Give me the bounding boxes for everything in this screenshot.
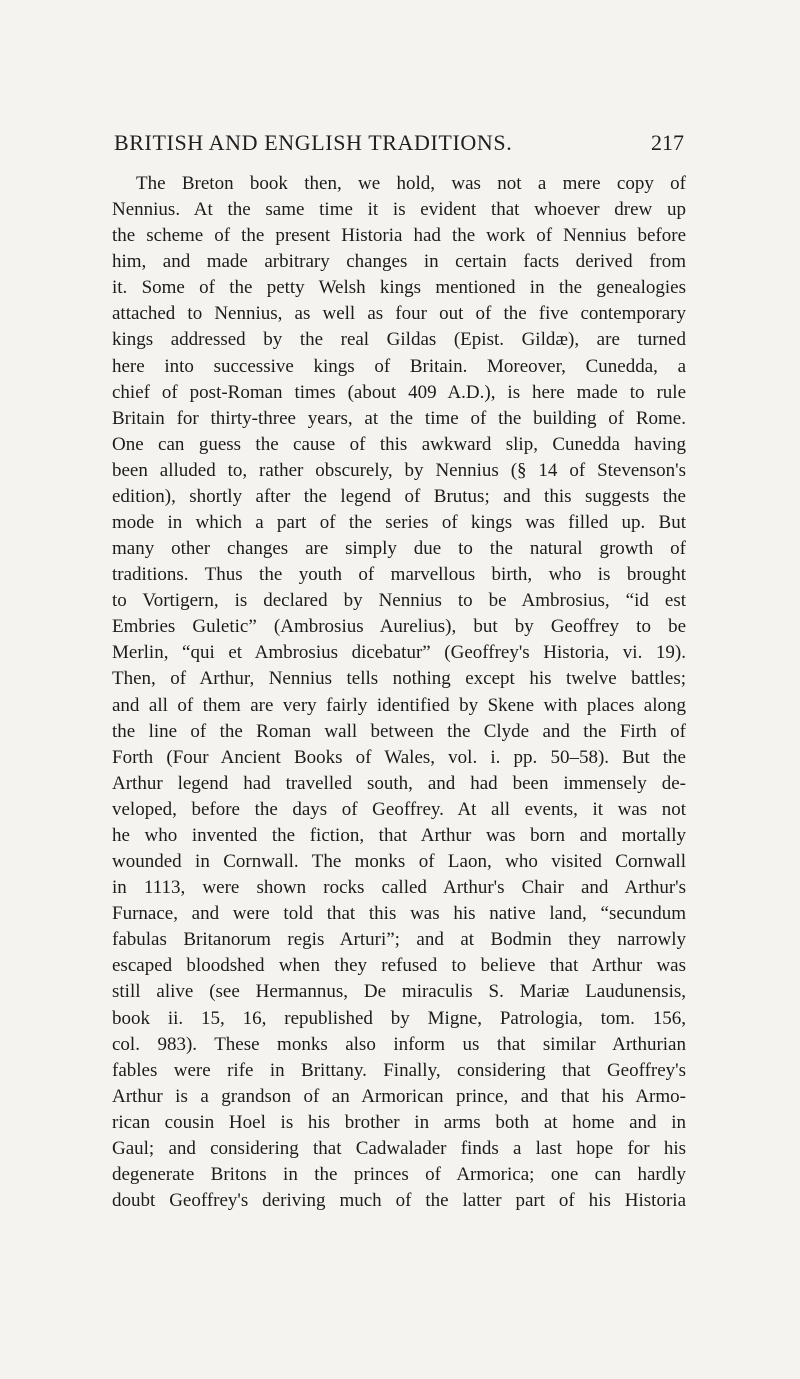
text-line: col. 983). These monks also inform us that similar Arthurian bbox=[112, 1033, 686, 1055]
body-text bbox=[112, 171, 686, 1214]
text-line: chief of post-Roman times (about 409 A.D.), is here made to rule bbox=[112, 381, 686, 403]
page-header bbox=[114, 130, 684, 160]
text-line: Furnace, and were told that this was his native land, “secundum bbox=[112, 903, 686, 925]
text-line: and all of them are very fairly identified by Skene with places along bbox=[112, 694, 686, 716]
text-line: Embries Guletic” (Ambrosius Aurelius), but by Geoffrey to be bbox=[112, 616, 686, 638]
text-line: mode in which a part of the series of kings was filled up. But bbox=[112, 512, 686, 534]
text-line: it. Some of the petty Welsh kings mentioned in the genealogies bbox=[112, 277, 686, 299]
text-line: Merlin, “qui et Ambrosius dicebatur” (Geoffrey's Historia, vi. 19). bbox=[112, 642, 686, 664]
text-line: edition), shortly after the legend of Brutus; and this suggests the bbox=[112, 485, 686, 507]
text-line: here into successive kings of Britain. Moreover, Cunedda, a bbox=[112, 355, 686, 377]
text-line: him, and made arbitrary changes in certain facts derived from bbox=[112, 251, 686, 273]
text-line: in 1113, were shown rocks called Arthur's Chair and Arthur's bbox=[112, 877, 686, 899]
text-line: doubt Geoffrey's deriving much of the latter part of his Historia bbox=[112, 1190, 686, 1212]
text-line: The Breton book then, we hold, was not a mere copy of bbox=[136, 173, 686, 194]
text-line: Gaul; and considering that Cadwalader finds a last hope for his bbox=[112, 1137, 686, 1159]
text-line: the line of the Roman wall between the Clyde and the Firth of bbox=[112, 720, 686, 742]
text-line: wounded in Cornwall. The monks of Laon, who visited Cornwall bbox=[112, 851, 686, 873]
text-line: Nennius. At the same time it is evident that whoever drew up bbox=[112, 199, 686, 221]
text-line: Arthur is a grandson of an Armorican prince, and that his Armo- bbox=[112, 1085, 686, 1107]
text-line: fabulas Britanorum regis Arturi”; and at Bodmin they narrowly bbox=[112, 929, 686, 951]
text-line: the scheme of the present Historia had the work of Nennius before bbox=[112, 225, 686, 247]
text-line: book ii. 15, 16, republished by Migne, Patrologia, tom. 156, bbox=[112, 1007, 686, 1029]
text-line: been alluded to, rather obscurely, by Nennius (§ 14 of Stevenson's bbox=[112, 459, 686, 481]
text-line: traditions. Thus the youth of marvellous birth, who is brought bbox=[112, 564, 686, 586]
text-line: degenerate Britons in the princes of Armorica; one can hardly bbox=[112, 1163, 686, 1185]
text-line: One can guess the cause of this awkward slip, Cunedda having bbox=[112, 433, 686, 455]
text-line: Then, of Arthur, Nennius tells nothing except his twelve battles; bbox=[112, 668, 686, 690]
text-line: he who invented the fiction, that Arthur was born and mortally bbox=[112, 824, 686, 846]
running-head: BRITISH AND ENGLISH TRADITIONS. bbox=[114, 130, 513, 155]
text-line: kings addressed by the real Gildas (Epist. Gildæ), are turned bbox=[112, 329, 686, 351]
text-line: veloped, before the days of Geoffrey. At all events, it was not bbox=[112, 798, 686, 820]
text-line: still alive (see Hermannus, De miraculis S. Mariæ Laudunensis, bbox=[112, 981, 686, 1003]
text-line: Britain for thirty-three years, at the time of the building of Rome. bbox=[112, 407, 686, 429]
text-line: fables were rife in Brittany. Finally, considering that Geoffrey's bbox=[112, 1059, 686, 1081]
text-line: attached to Nennius, as well as four out of the five contemporary bbox=[112, 303, 686, 325]
text-line: Arthur legend had travelled south, and had been immensely de- bbox=[112, 772, 686, 794]
text-line: rican cousin Hoel is his brother in arms both at home and in bbox=[112, 1111, 686, 1133]
text-line: many other changes are simply due to the natural growth of bbox=[112, 538, 686, 560]
text-line: Forth (Four Ancient Books of Wales, vol. i. pp. 50–58). But the bbox=[112, 746, 686, 768]
page-number: 217 bbox=[651, 130, 684, 155]
text-line: escaped bloodshed when they refused to believe that Arthur was bbox=[112, 955, 686, 977]
text-line: to Vortigern, is declared by Nennius to be Ambrosius, “id est bbox=[112, 590, 686, 612]
